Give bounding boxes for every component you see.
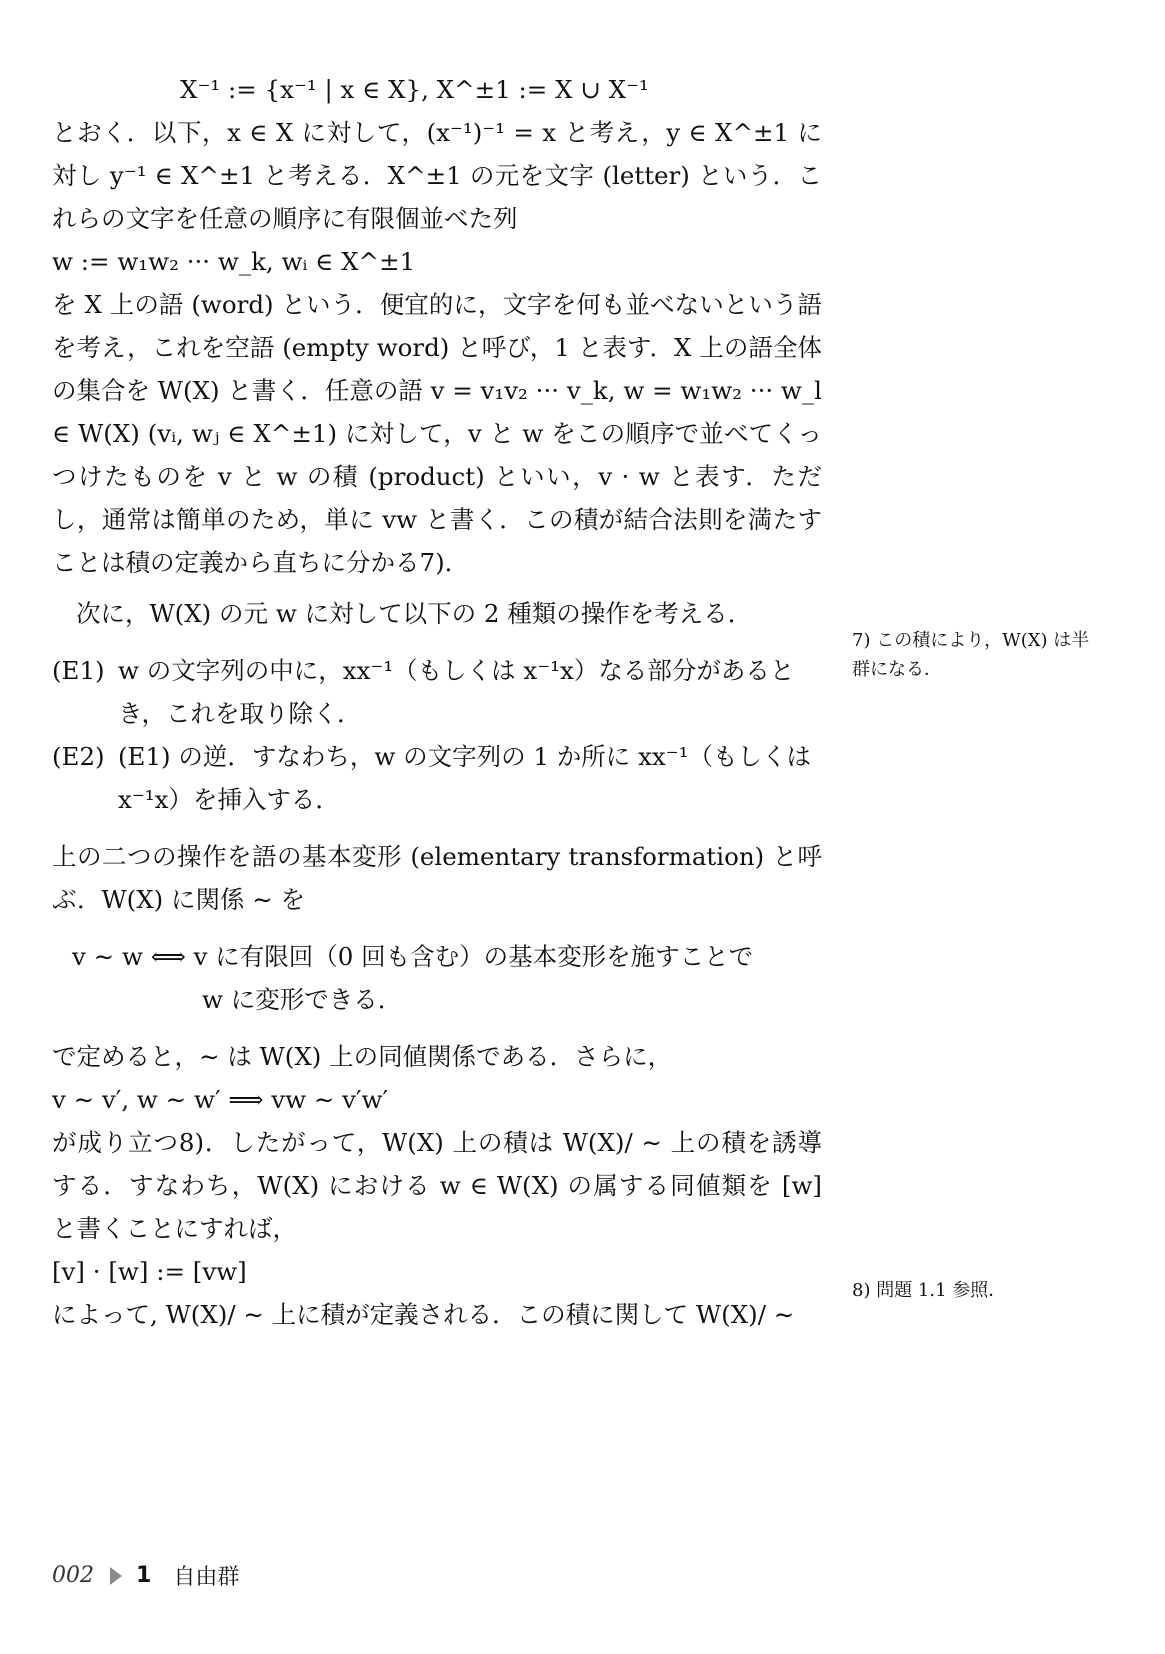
list-item [52, 649, 822, 735]
list-item-label: (E2) [52, 742, 105, 771]
paragraph-operations-intro: 次に，W(X) の元 w に対して以下の 2 種類の操作を考える． [76, 599, 753, 628]
paragraph-letters: とおく．以下，x ∈ X に対して，(x⁻¹)⁻¹ = x と考え，y ∈ X^±1 に対し y⁻¹ ∈ X^±1 と考える．X^±1 の元を文字 (letter) という．これらの文字を任意の順序に有限個並べた列 [52, 118, 822, 233]
list-item-text: w の文字列の中に，xx⁻¹（もしくは x⁻¹x）なる部分があるとき，これを取り除く． [118, 656, 795, 728]
equation-compatibility: v ∼ v′, w ∼ w′ ⟹ vw ∼ v′w′ [52, 1085, 389, 1114]
operations-list [52, 649, 822, 821]
list-item-text: (E1) の逆．すなわち，w の文字列の 1 か所に xx⁻¹（もしくは x⁻¹x）を挿入する． [118, 742, 811, 814]
paragraph-induced-product: が成り立つ8)．したがって，W(X) 上の積は W(X)/ ∼ 上の積を誘導する．すなわち，W(X) における w ∈ W(X) の属する同値類を [w] と書くことにすれば， [52, 1128, 822, 1243]
paragraph-equivalence: で定めると，∼ は W(X) 上の同値関係である．さらに， [52, 1042, 673, 1071]
paragraph-elementary-transformation: 上の二つの操作を語の基本変形 (elementary transformation) と呼ぶ．W(X) に関係 ∼ を [52, 842, 822, 914]
list-item [52, 735, 822, 821]
equation-class-product: [v] · [w] := [vw] [52, 1257, 247, 1286]
relation-definition-line-1: v ∼ w ⟺ v に有限回（0 回も含む）の基本変形を施すことで [72, 942, 754, 971]
side-note-7: 7) この積により，W(X) は半群になる． [852, 630, 1090, 680]
equation-word: w := w₁w₂ ··· w_k, wᵢ ∈ X^±1 [52, 247, 416, 276]
side-note-8: 8) 問題 1.1 参照． [852, 1280, 1007, 1301]
equation-inverse-set: X⁻¹ := {x⁻¹ | x ∈ X}, X^±1 := X ∪ X⁻¹ [180, 75, 649, 104]
page-footer [52, 1560, 239, 1591]
page-number: 002 [52, 1563, 94, 1588]
triangle-marker-icon [110, 1567, 122, 1585]
chapter-title: 自由群 [173, 1565, 240, 1590]
paragraph-product-defined: によって, W(X)/ ∼ 上に積が定義される．この積に関して W(X)/ ∼ [52, 1300, 795, 1329]
list-item-label: (E1) [52, 656, 105, 685]
relation-definition-line-2: w に変形できる． [202, 985, 403, 1014]
main-column [52, 68, 822, 1336]
chapter-number: 1 [136, 1563, 152, 1588]
relation-definition [52, 935, 822, 1021]
paragraph-word-product: を X 上の語 (word) という．便宜的に，文字を何も並べないという語を考え，これを空語 (empty word) と呼び，1 と表す．X 上の語全体の集合を W(X) と書く．任意の語 v = v₁v₂ ··· v_k, w = w₁w₂ ··· w_l ∈ W(X) (vᵢ, wⱼ ∈ X^±1) に対して，v と w をこの順序で並べてくっつけたものを v と w の積 (product) といい，v · w と表す．ただし，通常は簡単のため，単に vw と書く．この積が結合法則を満たすことは積の定義から直ちに分かる7)． [52, 290, 822, 577]
